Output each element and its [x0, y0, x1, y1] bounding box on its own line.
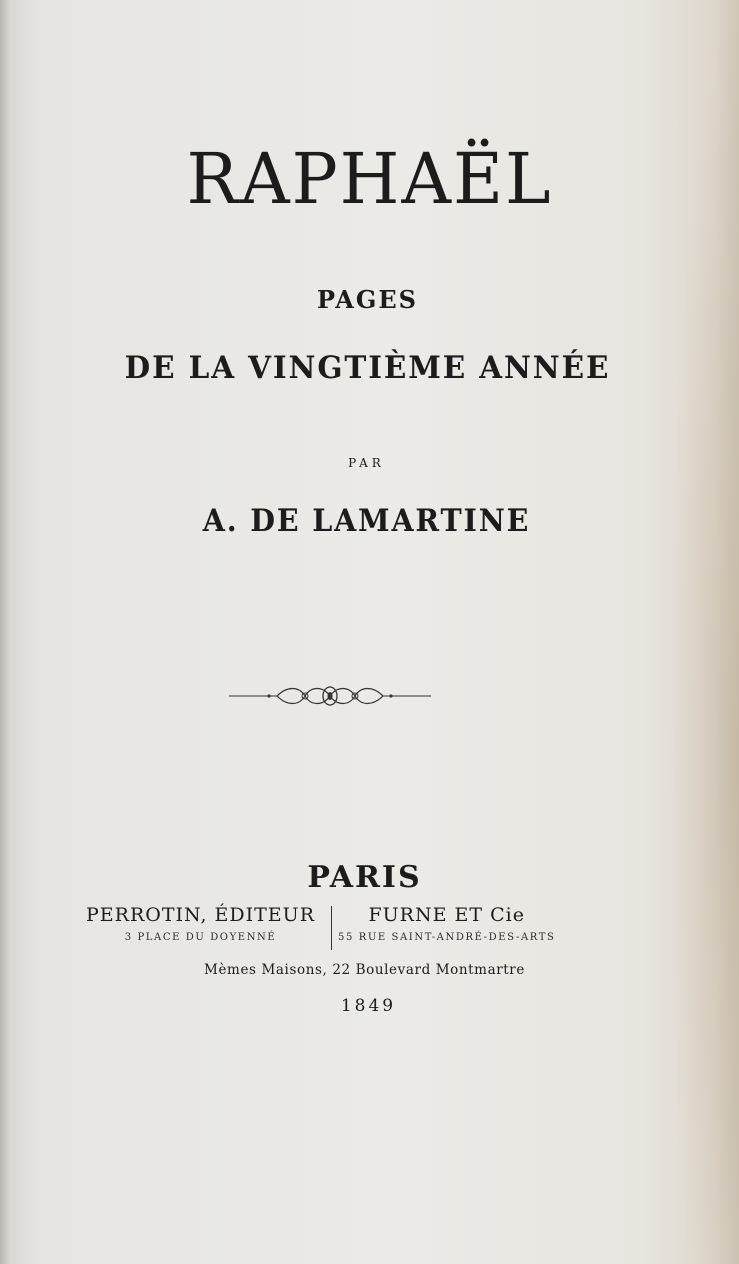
publisher-right-name: FURNE ET Cie — [368, 904, 525, 926]
publisher-left — [86, 904, 315, 943]
publication-year: 1849 — [340, 996, 397, 1016]
book-title: RAPHAËL — [186, 138, 553, 220]
publication-city: PARIS — [307, 860, 422, 895]
author-name: A. DE LAMARTINE — [202, 503, 531, 539]
publisher-left-name: PERROTIN, ÉDITEUR — [86, 904, 315, 926]
shared-address: Mèmes Maisons, 22 Boulevard Montmartre — [204, 962, 525, 978]
publisher-divider — [331, 906, 332, 950]
publisher-left-address: 3 PLACE DU DOYENNÉ — [124, 932, 277, 943]
subtitle-line-2: DE LA VINGTIÈME ANNÉE — [124, 350, 611, 386]
publisher-right-address: 55 RUE SAINT-ANDRÉ-DES-ARTS — [338, 932, 556, 943]
by-label: PAR — [348, 456, 385, 470]
ornament-divider — [225, 678, 435, 714]
publisher-right — [338, 904, 555, 943]
publishers-block — [0, 904, 739, 954]
subtitle-line-1: PAGES — [316, 285, 419, 314]
